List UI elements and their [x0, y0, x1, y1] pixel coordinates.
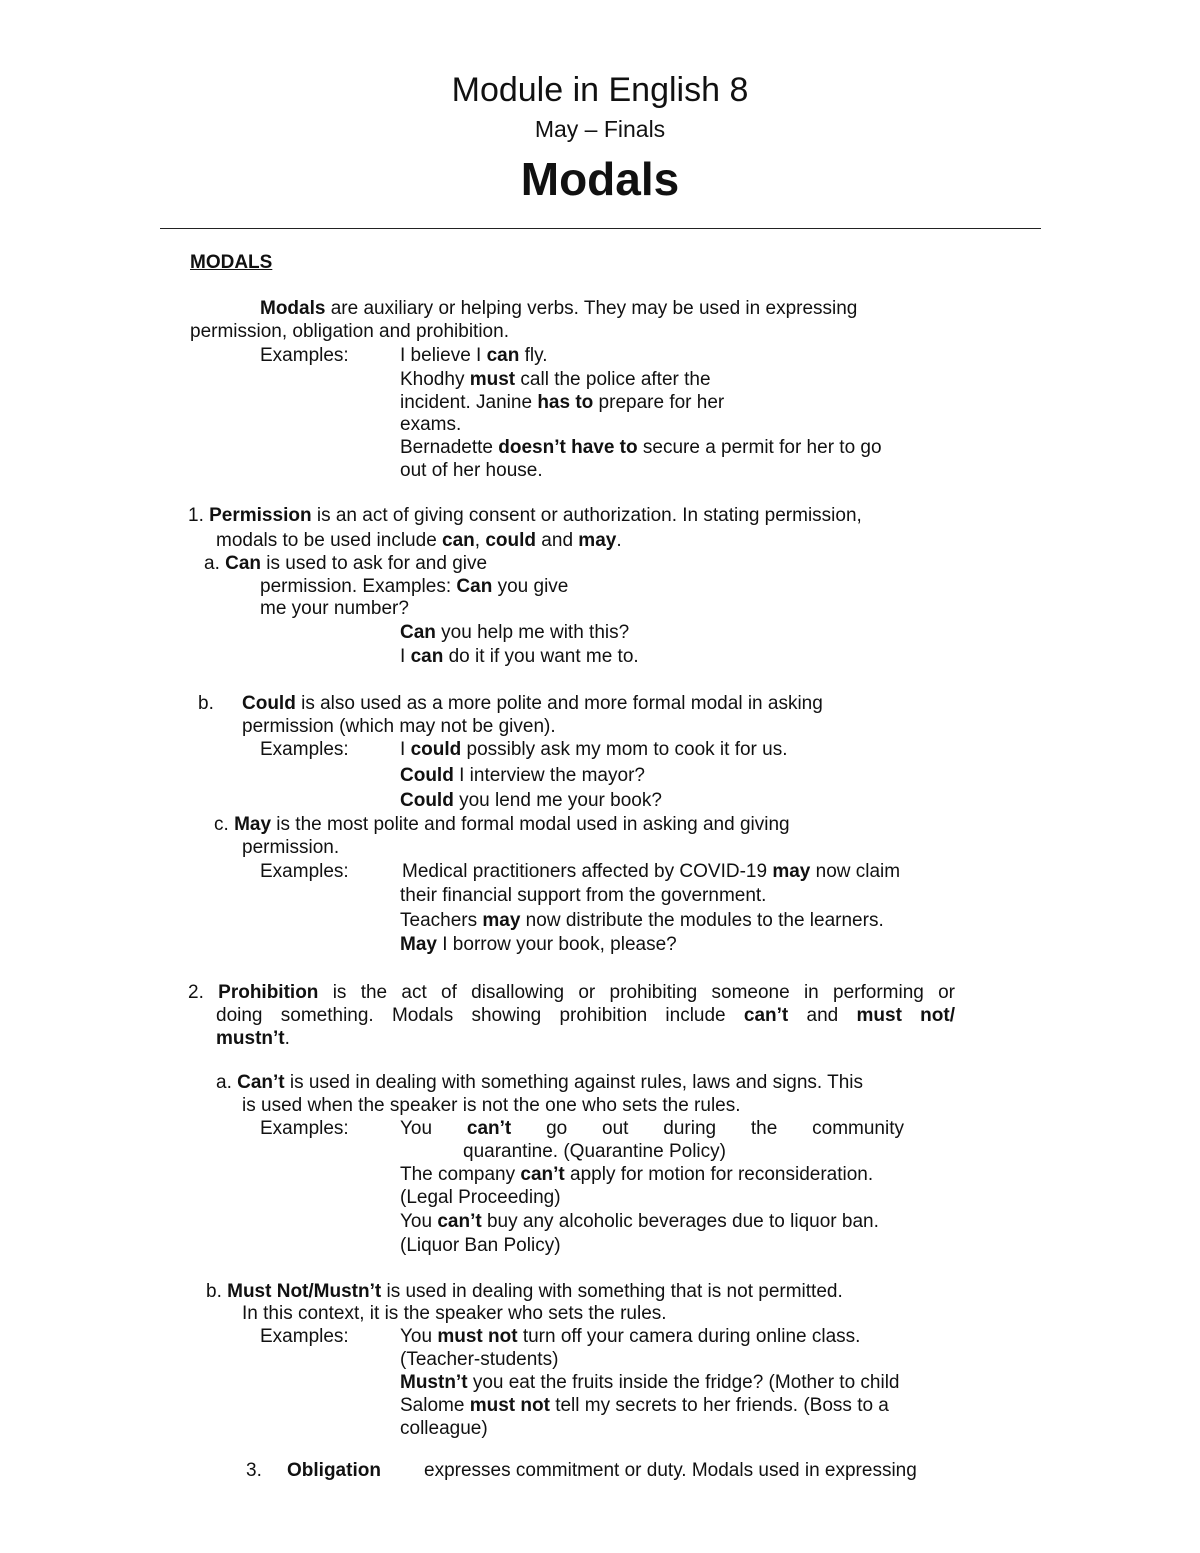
text-line: [400, 345, 548, 368]
text-run: go out during the community: [511, 1118, 904, 1139]
text-line: [246, 1460, 262, 1483]
text-run: I: [400, 646, 411, 667]
text-line: [400, 392, 724, 415]
text-run: .: [616, 530, 622, 551]
bold-term: must not: [469, 1395, 550, 1416]
text-line: [260, 1326, 349, 1349]
text-line: [400, 765, 645, 788]
text-run: You: [400, 1211, 438, 1232]
bold-term: Can’t: [237, 1072, 285, 1093]
bold-term: mustn’t: [216, 1028, 285, 1049]
text-line: [260, 739, 349, 762]
text-run: Examples:: [260, 739, 349, 760]
text-run: Medical practitioners affected by COVID-19: [402, 861, 773, 882]
text-line: [260, 861, 349, 884]
text-run: Examples:: [260, 345, 349, 366]
text-line: [204, 553, 487, 576]
text-line: [260, 598, 409, 621]
text-line: [400, 1372, 900, 1395]
text-line: [402, 861, 900, 884]
text-run: turn off your camera during online class.: [517, 1326, 861, 1347]
text-run: Examples:: [260, 1326, 349, 1347]
topic-heading: Modals: [520, 153, 680, 205]
text-run: a.: [216, 1072, 238, 1093]
bold-term: could: [410, 739, 462, 760]
text-run: is the act of disallowing or prohibiting someone in performing or: [318, 982, 956, 1003]
text-run: permission, obligation and prohibition.: [190, 321, 509, 342]
text-run: now distribute the modules to the learners.: [520, 910, 884, 931]
text-run: I: [400, 739, 411, 760]
text-line: [260, 576, 568, 599]
text-run: is the most polite and formal modal used in asking and giving: [271, 814, 790, 835]
document-title: Module in English 8: [451, 71, 749, 109]
text-run: prepare for her: [593, 392, 725, 413]
text-run: out of her house.: [400, 460, 543, 481]
bold-term: Can: [225, 553, 262, 574]
text-run: you eat the fruits inside the fridge? (Mother to child: [467, 1372, 900, 1393]
bold-term: can’t: [437, 1211, 482, 1232]
text-line: [400, 414, 461, 437]
text-run: call the police after the: [515, 369, 711, 390]
text-run: .: [284, 1028, 290, 1049]
text-run: and: [536, 530, 579, 551]
text-run: (Liquor Ban Policy): [400, 1235, 561, 1256]
text-run: I believe I: [400, 345, 487, 366]
text-line: [400, 910, 884, 933]
text-line: [424, 1460, 917, 1483]
bold-term: may: [482, 910, 521, 931]
text-line: [188, 505, 862, 528]
bold-term: Can: [400, 622, 436, 643]
text-line: [216, 1028, 290, 1051]
text-run: quarantine. (Quarantine Policy): [463, 1141, 726, 1162]
text-line: [400, 739, 788, 762]
bold-term: can’t: [466, 1118, 512, 1139]
text-line: [198, 693, 214, 716]
text-line: [400, 934, 677, 957]
text-line: [400, 1118, 904, 1141]
bold-term: Can: [456, 576, 493, 597]
text-run: are auxiliary or helping verbs. They may be used in expressing: [325, 298, 858, 319]
bold-term: could: [485, 530, 537, 551]
text-run: do it if you want me to.: [443, 646, 639, 667]
text-line: [400, 646, 639, 669]
text-run: doing something. Modals showing prohibition include: [216, 1005, 744, 1026]
text-run: possibly ask my mom to cook it for us.: [461, 739, 788, 760]
bold-term: doesn’t have to: [498, 437, 638, 458]
text-line: [463, 1141, 726, 1164]
text-run: permission (which may not be given).: [242, 716, 556, 737]
text-run: buy any alcoholic beverages due to liquor ban.: [481, 1211, 879, 1232]
text-run: is used when the speaker is not the one who sets the rules.: [242, 1095, 741, 1116]
text-run: is used to ask for and give: [261, 553, 488, 574]
text-run: permission. Examples:: [260, 576, 457, 597]
bold-term: May: [234, 814, 272, 835]
text-run: is an act of giving consent or authorization. In stating permission,: [311, 505, 862, 526]
text-run: now claim: [810, 861, 901, 882]
text-run: c.: [214, 814, 235, 835]
text-line: [400, 790, 662, 813]
bold-term: must not: [437, 1326, 518, 1347]
text-run: is used in dealing with something that is not permitted.: [381, 1281, 843, 1302]
text-run: apply for motion for reconsideration.: [564, 1164, 874, 1185]
text-run: a.: [204, 553, 226, 574]
text-run: their financial support from the government.: [400, 885, 767, 906]
bold-term: may: [772, 861, 811, 882]
text-line: [400, 1211, 879, 1234]
bold-term: has to: [537, 392, 594, 413]
text-run: Teachers: [400, 910, 483, 931]
bold-term: may: [578, 530, 617, 551]
text-run: (Legal Proceeding): [400, 1187, 561, 1208]
text-line: [260, 1118, 349, 1141]
bold-term: can: [486, 345, 520, 366]
text-line: [216, 530, 622, 553]
bold-term: must not/: [856, 1005, 955, 1026]
text-line: [400, 1395, 889, 1418]
text-line: [400, 622, 629, 645]
text-run: 2.: [188, 982, 219, 1003]
bold-term: can: [410, 646, 444, 667]
text-run: expresses commitment or duty. Modals used in expressing: [424, 1460, 917, 1481]
text-run: you help me with this?: [435, 622, 630, 643]
text-run: I interview the mayor?: [453, 765, 645, 786]
text-line: [400, 460, 543, 483]
text-run: Salome: [400, 1395, 470, 1416]
text-line: [400, 369, 711, 392]
text-run: Khodhy: [400, 369, 470, 390]
text-run: Bernadette: [400, 437, 499, 458]
text-run: b.: [198, 693, 214, 714]
text-line: [242, 837, 339, 860]
text-line: [260, 298, 857, 321]
text-run: Examples:: [260, 861, 349, 882]
bold-term: can’t: [743, 1005, 789, 1026]
bold-term: Mustn’t: [400, 1372, 468, 1393]
text-run: (Teacher-students): [400, 1349, 559, 1370]
text-run: You: [400, 1326, 438, 1347]
text-run: fly.: [519, 345, 548, 366]
text-run: exams.: [400, 414, 462, 435]
text-line: [188, 982, 955, 1005]
text-line: [400, 1418, 488, 1441]
text-line: [216, 1005, 955, 1028]
text-run: and: [788, 1005, 857, 1026]
text-line: [400, 1235, 561, 1258]
text-run: 1.: [188, 505, 210, 526]
bold-term: Must Not/Mustn’t: [227, 1281, 382, 1302]
bold-term: Could: [400, 790, 454, 811]
text-run: tell my secrets to her friends. (Boss to a: [549, 1395, 889, 1416]
text-line: [400, 1326, 860, 1349]
text-run: colleague): [400, 1418, 488, 1439]
text-line: [400, 1349, 558, 1372]
text-run: me your number?: [260, 598, 409, 619]
bold-term: Prohibition: [218, 982, 319, 1003]
bold-term: can’t: [520, 1164, 565, 1185]
text-run: The company: [400, 1164, 521, 1185]
text-run: In this context, it is the speaker who sets the rules.: [242, 1303, 667, 1324]
text-line: [216, 1072, 863, 1095]
text-line: [190, 321, 509, 344]
text-line: [400, 437, 882, 460]
text-run: Examples:: [260, 1118, 349, 1139]
bold-term: May: [400, 934, 437, 955]
text-line: [260, 345, 349, 368]
text-line: [400, 1164, 873, 1187]
header-divider: [160, 228, 1041, 229]
text-run: you give: [492, 576, 569, 597]
document-subtitle: May – Finals: [534, 116, 666, 142]
bold-term: Permission: [209, 505, 312, 526]
text-run: is used in dealing with something against rules, laws and signs. This: [284, 1072, 864, 1093]
text-run: secure a permit for her to go: [637, 437, 882, 458]
bold-term: can: [442, 530, 475, 551]
bold-term: Could: [400, 765, 454, 786]
text-line: [242, 1303, 667, 1326]
text-line: [242, 716, 556, 739]
text-run: I borrow your book, please?: [436, 934, 677, 955]
text-line: [206, 1281, 843, 1304]
text-run: incident. Janine: [400, 392, 538, 413]
section-heading: MODALS: [190, 252, 273, 273]
text-line: [400, 885, 766, 908]
text-line: [242, 693, 823, 716]
text-line: [287, 1460, 381, 1483]
bold-term: Obligation: [287, 1460, 381, 1481]
text-line: [242, 1095, 741, 1118]
text-run: ,: [474, 530, 486, 551]
text-line: [214, 814, 790, 837]
text-run: you lend me your book?: [453, 790, 662, 811]
text-run: b.: [206, 1281, 228, 1302]
bold-term: Modals: [260, 298, 326, 319]
bold-term: must: [469, 369, 516, 390]
text-line: [400, 1187, 561, 1210]
text-run: permission.: [242, 837, 340, 858]
text-run: 3.: [246, 1460, 262, 1481]
text-run: modals to be used include: [216, 530, 443, 551]
text-run: You: [400, 1118, 467, 1139]
bold-term: Could: [242, 693, 296, 714]
text-run: is also used as a more polite and more formal modal in asking: [295, 693, 823, 714]
